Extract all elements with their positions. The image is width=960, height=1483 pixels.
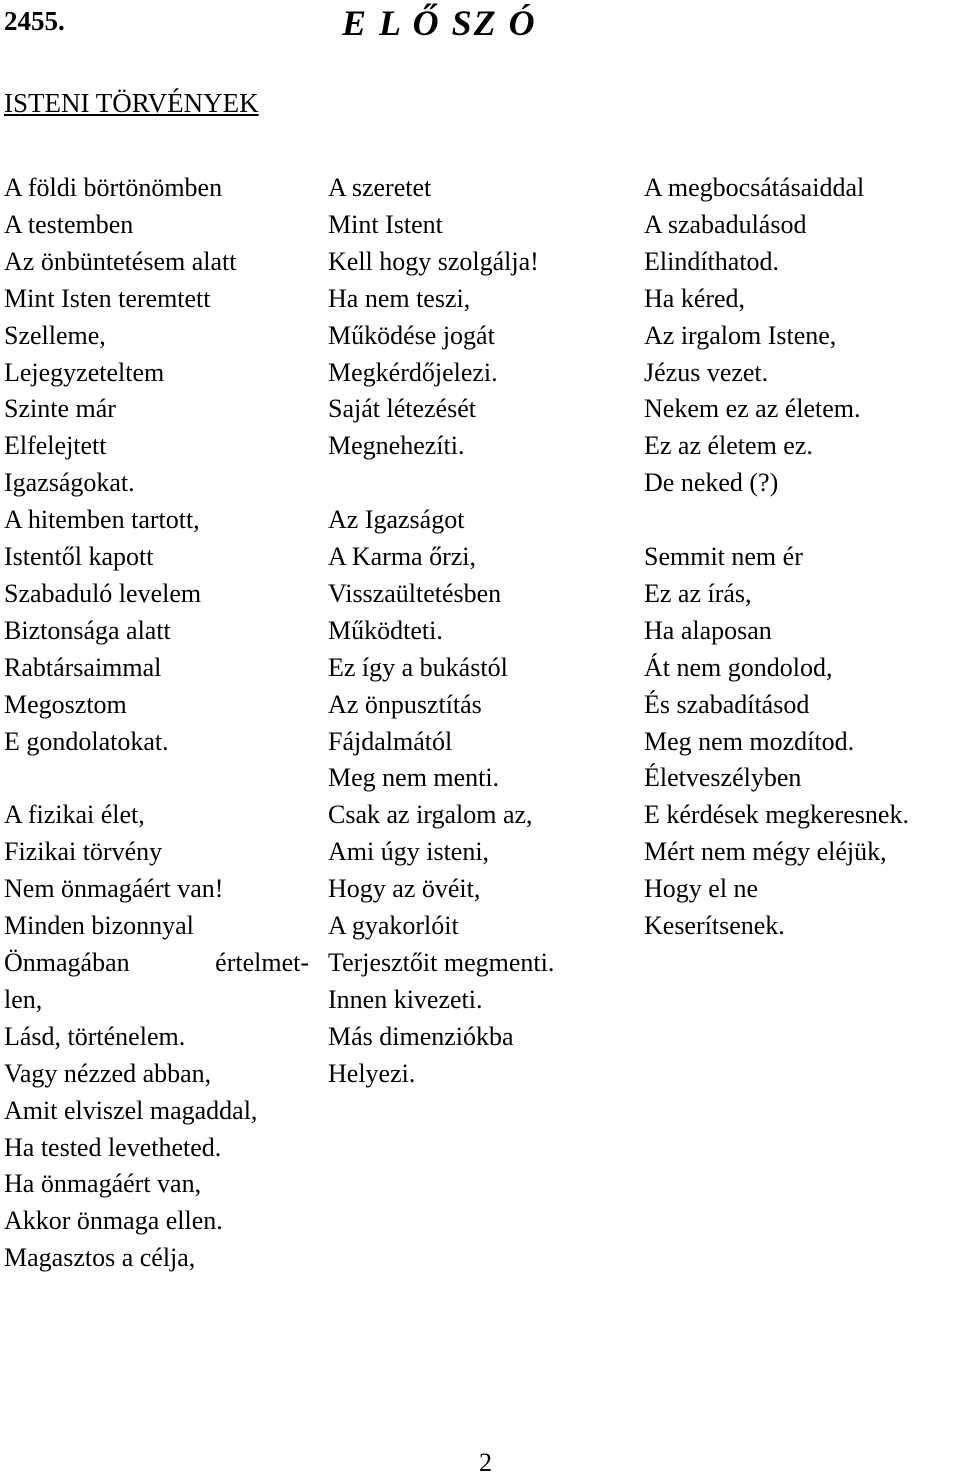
poem-line: A fizikai élet, bbox=[4, 800, 145, 830]
poem-line: Ha önmagáért van, bbox=[4, 1169, 202, 1199]
poem-line: Fájdalmától bbox=[328, 726, 453, 756]
poem-line: Más dimenziókba bbox=[328, 1021, 514, 1051]
poem-line: Ez az írás, bbox=[644, 578, 752, 608]
poem-line: Biztonsága alatt bbox=[4, 615, 171, 645]
poem-line: Elindíthatod. bbox=[644, 246, 780, 276]
poem-line: Megosztom bbox=[4, 689, 127, 719]
poem-line: Lejegyzeteltem bbox=[4, 357, 165, 387]
poem-line: Az Igazságot bbox=[328, 505, 465, 535]
poem-line: Rabtársaimmal bbox=[4, 652, 162, 682]
poem-line-justified bbox=[4, 945, 309, 982]
poem-line: Ez így a bukástól bbox=[328, 652, 508, 682]
poem-line: Visszaültetésben bbox=[328, 578, 502, 608]
poem-line: Az önpusztítás bbox=[328, 689, 482, 719]
poem-line: Semmit nem ér bbox=[644, 542, 803, 572]
page-title: E L Ő SZ Ó bbox=[342, 3, 537, 43]
poem-line: Vagy nézzed abban, bbox=[4, 1058, 212, 1088]
poem-line: len, bbox=[4, 984, 43, 1014]
poem-line: Át nem gondolod, bbox=[644, 652, 833, 682]
poem-line: Megkérdőjelezi. bbox=[328, 357, 498, 387]
poem-line: Igazságokat. bbox=[4, 468, 135, 498]
poem-column-1 bbox=[4, 170, 309, 1277]
poem-line: A hitemben tartott, bbox=[4, 505, 200, 535]
poem-line: Mint Istent bbox=[328, 209, 443, 239]
poem-line: Életveszélyben bbox=[644, 763, 802, 793]
poem-line: Megnehezíti. bbox=[328, 431, 465, 461]
poem-line: De neked (?) bbox=[644, 468, 779, 498]
poem-line: Szelleme, bbox=[4, 320, 106, 350]
poem-line: Kell hogy szolgálja! bbox=[328, 246, 539, 276]
poem-line: Saját létezését bbox=[328, 394, 476, 424]
poem-line: Működése jogát bbox=[328, 320, 495, 350]
poem-line: Istentől kapott bbox=[4, 542, 154, 572]
poem-line: Terjesztőit megmenti. bbox=[328, 948, 555, 978]
poem-line bbox=[4, 761, 309, 798]
poem-line: Akkor önmaga ellen. bbox=[4, 1206, 223, 1236]
poem-line: Magasztos a célja, bbox=[4, 1243, 196, 1273]
poem-line: Hogy el ne bbox=[644, 874, 759, 904]
poem-line: Nekem ez az életem. bbox=[644, 394, 861, 424]
poem-line: Elfelejtett bbox=[4, 431, 107, 461]
poem-line bbox=[644, 502, 960, 539]
poem-line: Szabaduló levelem bbox=[4, 578, 202, 608]
poem-line: Ami úgy isteni, bbox=[328, 837, 490, 867]
page-code: 2455. bbox=[4, 6, 65, 36]
poem-line: Mint Isten teremtett bbox=[4, 283, 211, 313]
poem-line: Helyezi. bbox=[328, 1058, 416, 1088]
poem-line: Amit elviszel magaddal, bbox=[4, 1095, 258, 1125]
poem-line: Mért nem mégy eléjük, bbox=[644, 837, 887, 867]
poem-line: A szabadulásod bbox=[644, 209, 807, 239]
poem-line: Működteti. bbox=[328, 615, 443, 645]
poem-line: Csak az irgalom az, bbox=[328, 800, 533, 830]
poem-line-right-part: értelmet- bbox=[215, 948, 309, 978]
poem-line: A Karma őrzi, bbox=[328, 542, 477, 572]
poem-column-3 bbox=[644, 170, 960, 945]
poem-line: A szeretet bbox=[328, 173, 432, 202]
poem-line: Minden bizonnyal bbox=[4, 911, 194, 941]
poem-line: És szabadításod bbox=[644, 689, 810, 719]
poem-line: Meg nem menti. bbox=[328, 763, 500, 793]
poem-line: Ez az életem ez. bbox=[644, 431, 813, 461]
poem-line: Az önbüntetésem alatt bbox=[4, 246, 237, 276]
poem-line: Ha kéred, bbox=[644, 283, 746, 313]
poem-line: Az irgalom Istene, bbox=[644, 320, 837, 350]
poem-line: Fizikai törvény bbox=[4, 837, 163, 867]
poem-line: E kérdések megkeresnek. bbox=[644, 800, 909, 830]
poem-line: Keserítsenek. bbox=[644, 911, 785, 941]
poem-line: A gyakorlóit bbox=[328, 911, 459, 941]
poem-line: E gondolatokat. bbox=[4, 726, 169, 756]
poem-line: Ha nem teszi, bbox=[328, 283, 471, 313]
poem-line-left-part: Önmagában bbox=[4, 948, 130, 978]
poem-line: A földi börtönömben bbox=[4, 173, 223, 202]
poem-line: Nem önmagáért van! bbox=[4, 874, 224, 904]
poem-line: Meg nem mozdítod. bbox=[644, 726, 855, 756]
section-title: ISTENI TÖRVÉNYEK bbox=[4, 88, 259, 118]
poem-line: Hogy az övéit, bbox=[328, 874, 481, 904]
page-number: 2 bbox=[479, 1448, 492, 1477]
poem-line: Jézus vezet. bbox=[644, 357, 769, 387]
poem-line: A testemben bbox=[4, 209, 134, 239]
poem-line bbox=[328, 465, 628, 502]
poem-line: A megbocsátásaiddal bbox=[644, 173, 865, 202]
poem-line: Lásd, történelem. bbox=[4, 1021, 186, 1051]
poem-line: Szinte már bbox=[4, 394, 116, 424]
poem-line: Ha tested levetheted. bbox=[4, 1132, 222, 1162]
poem-line: Ha alaposan bbox=[644, 615, 772, 645]
poem-column-2 bbox=[328, 170, 628, 1093]
poem-line: Innen kivezeti. bbox=[328, 984, 483, 1014]
